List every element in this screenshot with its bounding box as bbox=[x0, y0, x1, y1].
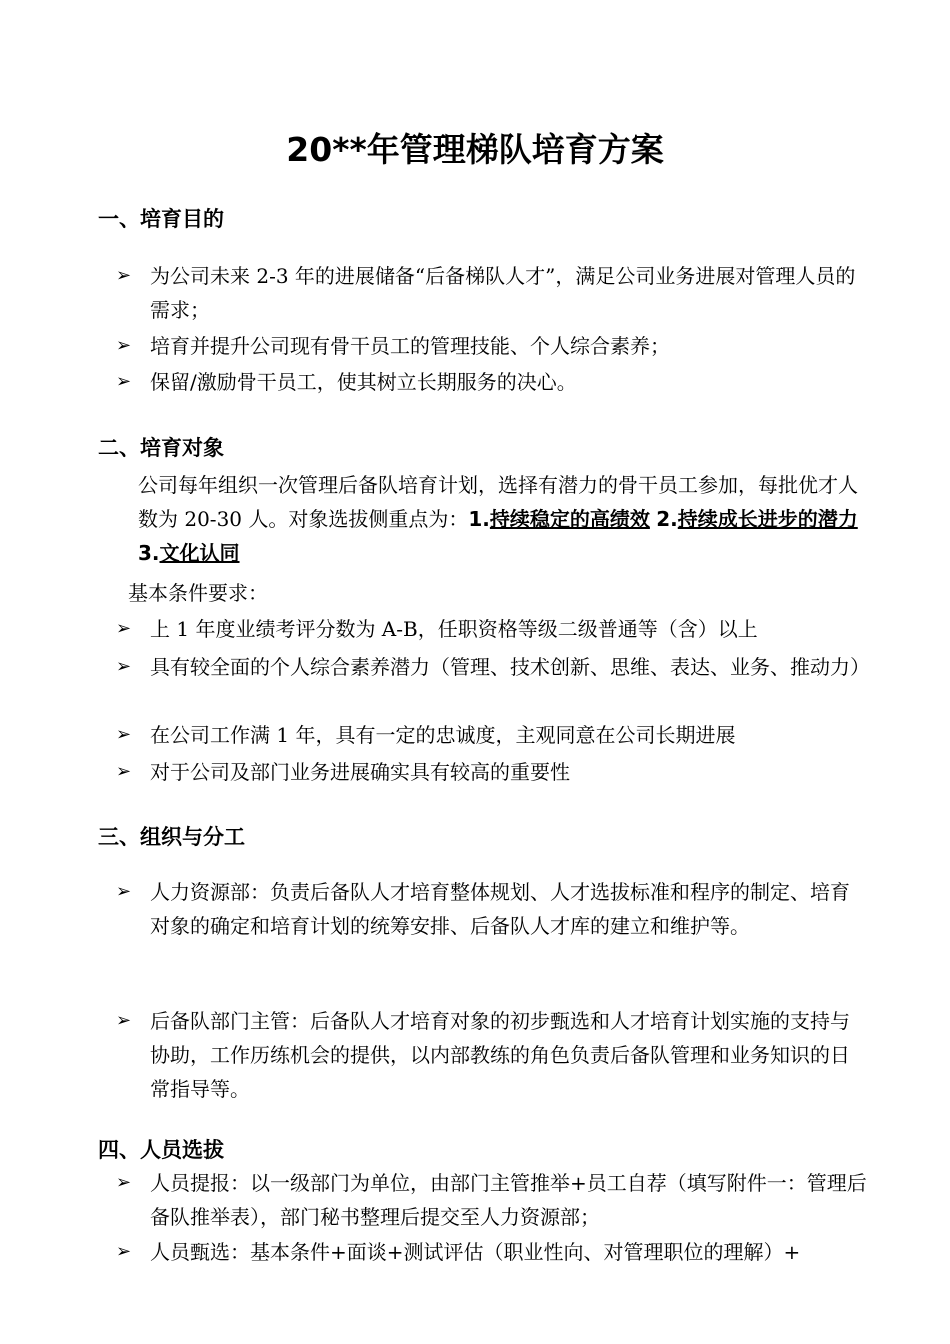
intro-text: 公司每年组织一次管理后备队培育计划，选择有潜力的骨干员工参加，每批优才人数为 20-30 人。对象选拔侧重点为： bbox=[138, 473, 858, 531]
list-item-text: 人力资源部：负责后备队人才培育整体规划、人才选拔标准和程序的制定、培育对象的确定和培育计划的统筹安排、后备队人才库的建立和维护等。 bbox=[150, 880, 850, 938]
list-item-text: 具有较全面的个人综合素养潜力（管理、技术创新、思维、表达、业务、推动力） bbox=[150, 655, 870, 679]
bullet-arrow-icon: ➢ bbox=[116, 656, 132, 677]
section-heading-selection: 四、人员选拔 bbox=[98, 1138, 224, 1162]
focus-item-1: 持续稳定的高绩效 bbox=[489, 507, 650, 531]
focus-item-3: 文化认同 bbox=[159, 541, 240, 565]
bullet-arrow-icon: ➢ bbox=[116, 724, 132, 745]
list-item-text: 人员甄选：基本条件+面谈+测试评估（职业性向、对管理职位的理解）+ bbox=[150, 1240, 801, 1264]
document-title: 20**年管理梯队培育方案 bbox=[286, 130, 664, 169]
target-intro-paragraph bbox=[138, 468, 858, 570]
focus-number-2: 2. bbox=[656, 507, 678, 531]
list-item-text: 保留/激励骨干员工，使其树立长期服务的决心。 bbox=[150, 370, 577, 394]
focus-item-2: 持续成长进步的潜力 bbox=[677, 507, 858, 531]
bullet-arrow-icon: ➢ bbox=[116, 335, 132, 356]
basic-requirements-label: 基本条件要求： bbox=[128, 581, 268, 605]
bullet-arrow-icon: ➢ bbox=[116, 371, 132, 392]
section-heading-target: 二、培育对象 bbox=[98, 436, 224, 460]
bullet-arrow-icon: ➢ bbox=[116, 265, 132, 286]
section-heading-purpose: 一、培育目的 bbox=[98, 207, 224, 231]
bullet-arrow-icon: ➢ bbox=[116, 881, 132, 902]
bullet-arrow-icon: ➢ bbox=[116, 1172, 132, 1193]
bullet-arrow-icon: ➢ bbox=[116, 618, 132, 639]
bullet-arrow-icon: ➢ bbox=[116, 761, 132, 782]
list-item-text: 后备队部门主管：后备队人才培育对象的初步甄选和人才培育计划实施的支持与协助，工作历练机会的提供，以内部教练的角色负责后备队管理和业务知识的日常指导等。 bbox=[150, 1009, 850, 1101]
list-item-text: 培育并提升公司现有骨干员工的管理技能、个人综合素养； bbox=[150, 334, 670, 358]
list-item-text: 人员提报：以一级部门为单位，由部门主管推举+员工自荐（填写附件一：管理后备队推举表），部门秘书整理后提交至人力资源部； bbox=[150, 1171, 867, 1229]
focus-number-1: 1. bbox=[468, 507, 490, 531]
bullet-arrow-icon: ➢ bbox=[116, 1241, 132, 1262]
list-item-text: 上 1 年度业绩考评分数为 A-B，任职资格等级二级普通等（含）以上 bbox=[150, 617, 758, 641]
list-item-text: 对于公司及部门业务进展确实具有较高的重要性 bbox=[150, 760, 570, 784]
bullet-arrow-icon: ➢ bbox=[116, 1010, 132, 1031]
list-item-text: 在公司工作满 1 年，具有一定的忠诚度，主观同意在公司长期进展 bbox=[150, 723, 736, 747]
focus-number-3: 3. bbox=[138, 541, 160, 565]
list-item-text: 为公司未来 2-3 年的进展储备“后备梯队人才”，满足公司业务进展对管理人员的需求； bbox=[150, 264, 856, 322]
section-heading-organization: 三、组织与分工 bbox=[98, 825, 245, 849]
